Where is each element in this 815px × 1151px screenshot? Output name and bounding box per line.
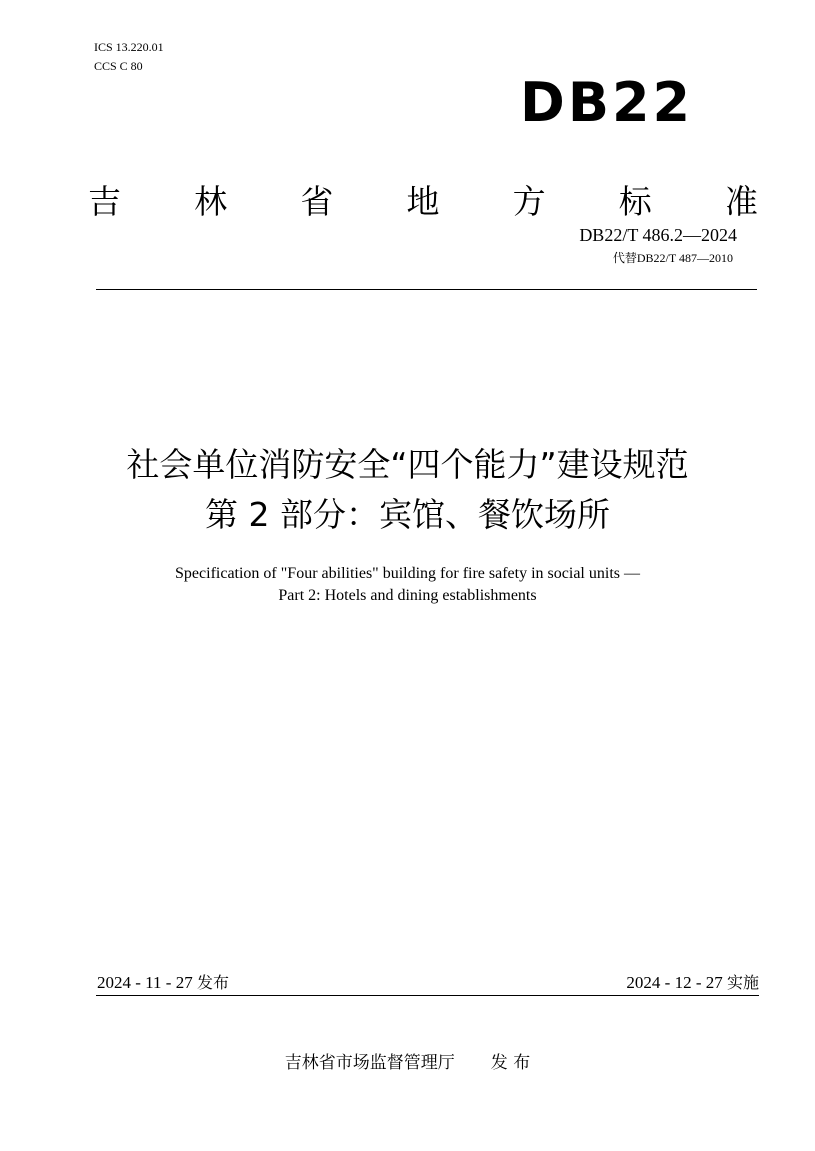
issuer-action: 发 布	[490, 1053, 531, 1073]
db22-logo	[520, 68, 700, 138]
issue-date	[97, 972, 229, 994]
issue-date-label: 发布	[196, 973, 229, 992]
standard-type-char: 省	[300, 182, 334, 221]
standard-type-char: 方	[512, 182, 546, 221]
standard-type-char: 地	[406, 182, 440, 221]
standard-type-char: 标	[618, 182, 652, 221]
ics-code: ICS 13.220.01	[94, 40, 164, 54]
classification-codes	[94, 38, 164, 76]
english-title-line-1: Specification of "Four abilities" building for fire safety in social units —	[175, 565, 640, 582]
chinese-title-line-1: 社会单位消防安全“四个能力”建设规范	[126, 445, 689, 484]
english-title	[60, 563, 755, 607]
replaces-standard: 代替DB22/T 487—2010	[612, 251, 733, 265]
chinese-title	[60, 440, 755, 540]
effective-date-label: 实施	[726, 973, 759, 992]
standard-type-char: 吉	[88, 182, 121, 221]
issue-date-value: 2024 - 11 - 27	[97, 973, 193, 992]
english-title-line-2: Part 2: Hotels and dining establishments	[278, 587, 537, 604]
ccs-code: CCS C 80	[94, 59, 143, 73]
logo-text: DB22	[520, 71, 694, 134]
standard-type	[88, 178, 758, 226]
standard-number: DB22/T 486.2—2024	[579, 225, 737, 245]
header-divider	[96, 289, 757, 290]
effective-date	[626, 972, 759, 994]
issuer-name: 吉林省市场监督管理厅	[284, 1053, 455, 1073]
standard-type-char: 准	[724, 182, 758, 221]
standard-type-char: 林	[194, 182, 228, 221]
footer-divider	[96, 995, 759, 996]
effective-date-value: 2024 - 12 - 27	[626, 973, 723, 992]
issuing-authority	[0, 1050, 815, 1076]
chinese-title-line-2: 第 2 部分：宾馆、餐饮场所	[205, 495, 610, 534]
